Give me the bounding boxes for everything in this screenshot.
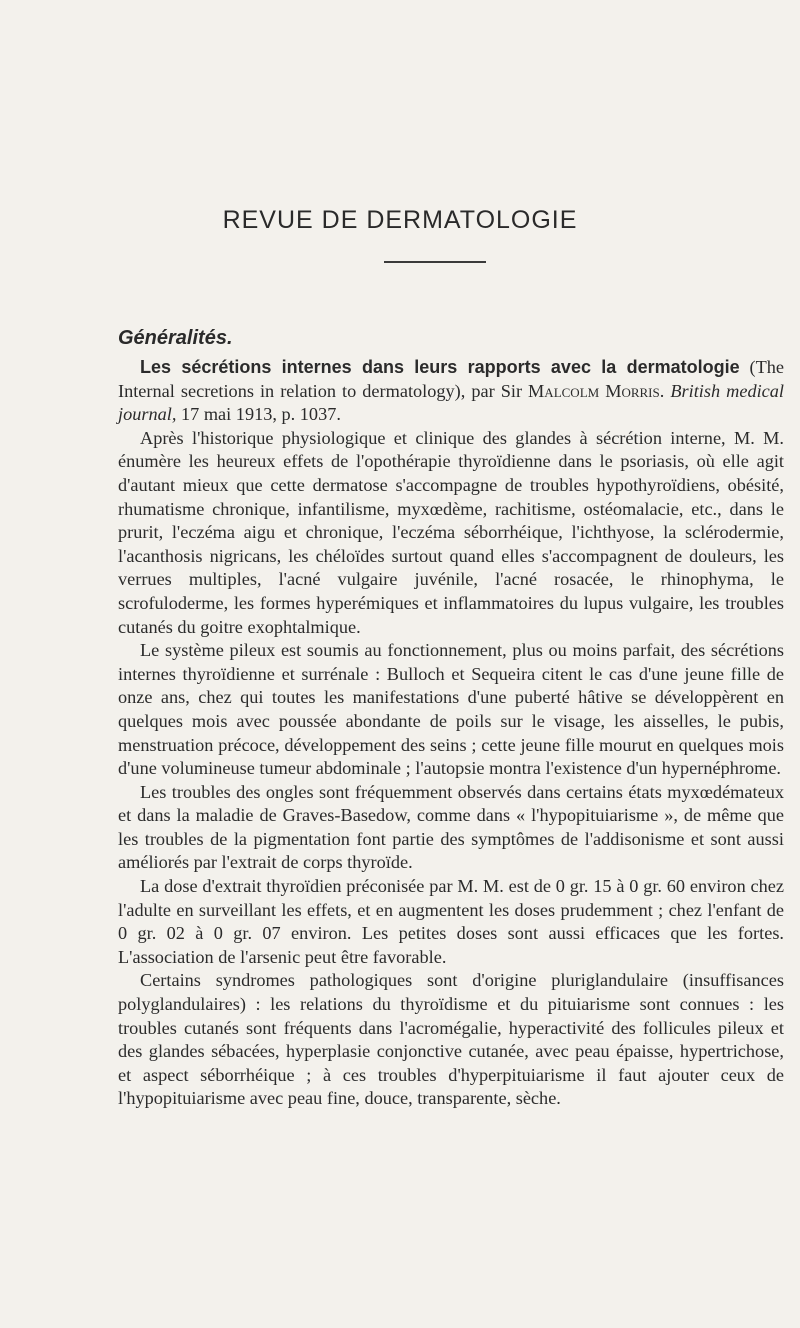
paragraph-3: Les troubles des ongles sont fréquemment observés dans certains états myxœdémateux et dans la maladie de Graves-Basedow, comme dans « l'hypopituiarisme », de même que les troubles de la pigmentation font partie des symptômes de l'addisonisme et sont aussi améliorés par l'extrait de corps thyroïde. xyxy=(118,781,784,873)
paragraph-5: Certains syndromes pathologiques sont d'origine pluriglandulaire (insuffisances polyglandulaires) : les relations du thyroïdisme et du pituiarisme sont connues : les troubles cutanés sont fréquents dans l'acromégalie, hyperactivité des follicules pileux et des glandes sébacées, hyperplasie conjonctive cutanée, avec peau épaisse, hypertrichose, et aspect séborrhéique ; à ces troubles d'hyperpituiarisme il faut ajouter ceux de l'hypopituiarisme avec peau fine, douce, transparente, sèche. xyxy=(118,970,784,1109)
paragraph-2: Le système pileux est soumis au fonctionnement, plus ou moins parfait, des sécrétions internes thyroïdienne et surrénale : Bulloch et Sequeira citent le cas d'une jeune fille de onze ans, chez qui toutes les manifestations d'une puberté hâtive se développèrent en quelques mois avec poussée abondante de poils sur le visage, les aisselles, le pubis, menstruation précoce, développement des seins ; cette jeune fille mourut en quelques mois d'une volumineuse tumeur abdominale ; l'autopsie montra l'existence d'un hypernéphrome. xyxy=(118,640,784,779)
article-header xyxy=(118,356,784,427)
paragraph-1: Après l'historique physiologique et clinique des glandes à sécrétion interne, M. M. énumère les heureux effets de l'opothérapie thyroïdienne dans le psoriasis, où elle agit d'autant mieux que cette dermatose s'accompagne de troubles hypothyroïdiens, obésité, rhumatisme chronique, infantilisme, myxœdème, rachitisme, ostéomalacie, etc., dans le prurit, l'eczéma aigu et chronique, l'eczéma séborrhéique, l'ichthyose, la sclérodermie, l'acanthosis nigricans, les chéloïdes surtout quand elles s'accompagnent de douleurs, les verrues multiples, l'acné vulgaire juvénile, l'acné rosacée, le rhinophyma, le scrofuloderme, les formes hyperémiques et inflammatoires du lupus vulgaire, les troubles cutanés du goitre exophtalmique. xyxy=(118,427,784,637)
article-title: Les sécrétions internes dans leurs rapports avec la dermatologie xyxy=(140,357,740,377)
article-ref-pre: (The Internal secretions in relation to dermatology), par Sir xyxy=(118,357,784,401)
article-journal: British medical journal, xyxy=(118,380,784,425)
section-heading: Généralités. xyxy=(118,327,233,349)
page-title: REVUE DE DERMATOLOGIE xyxy=(222,206,578,234)
paragraph-4: La dose d'extrait thyroïdien préconisée par M. M. est de 0 gr. 15 à 0 gr. 60 environ chez l'adulte en surveillant les effets, et en augmentent les doses prudemment ; chez l'enfant de 0 gr. 02 à 0 gr. 07 environ. Les petites doses sont aussi efficaces que les fortes. L'association de l'arsenic peut être favorable. xyxy=(118,876,784,967)
article-author: Malcolm Morris xyxy=(528,380,660,401)
title-divider xyxy=(384,261,486,263)
article-ref-post: 17 mai 1913, p. 1037. xyxy=(176,404,341,425)
article-ref-dot: . xyxy=(659,380,671,401)
article-body xyxy=(118,356,784,1111)
